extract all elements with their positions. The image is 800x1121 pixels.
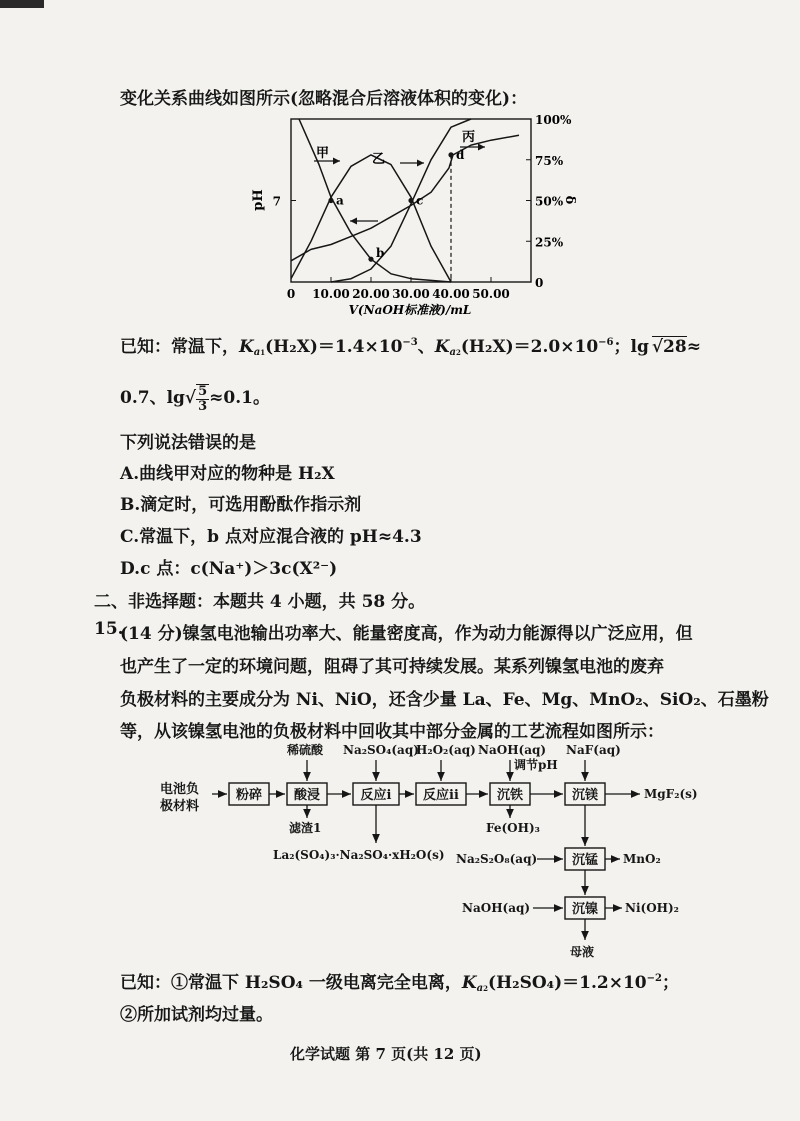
svg-text:沉铁: 沉铁 (496, 788, 524, 803)
point-b (368, 257, 373, 262)
svg-text:沉锰: 沉锰 (571, 853, 599, 868)
reagent-adjust-ph: 调节pH (514, 758, 558, 772)
series-label-jia: 甲 (316, 146, 330, 161)
output-mgf2: MgF₂(s) (644, 787, 698, 801)
label-arrow-head (333, 158, 340, 165)
x-tick-label: 20.00 (352, 287, 390, 301)
flow-start-2: 极材料 (160, 799, 200, 814)
q15-number: 15. (94, 619, 124, 639)
output-residue: 滤渣1 (289, 821, 322, 835)
x-axis-label: V(NaOH标准液)/mL (348, 303, 472, 317)
y-right-tick-label: 50% (535, 194, 564, 209)
x-tick-label: 30.00 (392, 287, 430, 301)
reagent-naoh-1: NaOH(aq) (478, 743, 547, 757)
y-left-axis-label: pH (251, 189, 266, 211)
series-label-bing: 丙 (462, 130, 476, 145)
output-la-salt: La₂(SO₄)₃·Na₂SO₄·xH₂O(s) (273, 848, 445, 862)
point-d (448, 152, 453, 157)
label-arrow-head (350, 218, 357, 225)
curve-乙 (291, 155, 451, 282)
page-footer: 化学试题 第 7 页(共 12 页) (290, 1045, 482, 1063)
known2-line-2: ②所加试剂均过量。 (120, 1005, 273, 1025)
q15-line-3: 负极材料的主要成分为 Ni、NiO，还含少量 La、Fe、Mg、MnO₂、SiO₂、石墨粉 (120, 690, 769, 710)
section-2-heading: 二、非选择题：本题共 4 小题，共 58 分。 (94, 592, 426, 612)
reagent-h2o2: H₂O₂(aq) (416, 743, 476, 757)
scan-corner-mark (0, 0, 44, 8)
svg-text:沉镁: 沉镁 (571, 788, 599, 803)
y-right-tick-label: 25% (535, 235, 564, 250)
reagent-naoh-2: NaOH(aq) (462, 901, 531, 915)
series-label-yi: 乙 (372, 152, 386, 167)
known-line-1: 已知：常温下，$K_{a1}(H_2X)=1.4\times 10^{-3}$、$K_{a2}(H_2X)=2.0\times 10^{-6}$；lg √28≈ (120, 337, 701, 358)
output-mno2: MnO₂ (623, 852, 661, 866)
reagent-na2s2o8: Na₂S₂O₈(aq) (456, 852, 538, 866)
option-d: D.c 点：c(Na⁺)＞3c(X²⁻) (120, 559, 338, 579)
flow-start-1: 电池负 (160, 782, 200, 797)
svg-text:反应ⅱ: 反应ⅱ (423, 788, 459, 803)
point-label-c: c (416, 193, 424, 208)
q15-line-2: 也产生了一定的环境问题，阻碍了其可持续发展。某系列镍氢电池的废弃 (120, 657, 664, 677)
question-prompt: 下列说法错误的是 (120, 433, 256, 453)
y-right-tick-label: 0 (535, 276, 544, 290)
svg-text:反应ⅰ: 反应ⅰ (360, 788, 392, 803)
y-right-tick-label: 75% (535, 153, 564, 168)
curve-丙 (331, 119, 471, 282)
label-arrow-head (417, 160, 424, 167)
intro-line: 变化关系曲线如图所示(忽略混合后溶液体积的变化)： (120, 89, 528, 109)
process-flow-diagram (0, 740, 800, 970)
y-right-axis-label: δ (562, 195, 577, 205)
q15-line-4: 等，从该镍氢电池的负极材料中回收其中部分金属的工艺流程如图所示： (120, 722, 664, 742)
output-feoh3: Fe(OH)₃ (486, 821, 540, 835)
known2-line-1: 已知：①常温下 H₂SO₄ 一级电离完全电离，$K_{a2}(H_2SO_4)=1.2\times 10^{-2}$； (120, 973, 679, 994)
point-label-d: d (456, 147, 465, 162)
reagent-na2so4: Na₂SO₄(aq) (343, 743, 419, 757)
output-mother-liquor: 母液 (570, 945, 595, 959)
point-label-a: a (336, 193, 344, 208)
x-tick-label: 40.00 (432, 287, 470, 301)
known-line-2: 0.7、lg√ $\frac{5}{3}$ ≈0.1。 (120, 383, 270, 414)
point-a (328, 198, 333, 203)
point-label-b: b (376, 246, 385, 261)
q15-line-1: (14 分)镍氢电池输出功率大、能量密度高，作为动力能源得以广泛应用，但 (120, 624, 693, 644)
y-left-tick-label: 7 (272, 194, 281, 209)
x-tick-label: 50.00 (472, 287, 510, 301)
svg-text:酸浸: 酸浸 (293, 788, 321, 803)
reagent-naf: NaF(aq) (566, 743, 621, 757)
x-tick-label: 0 (286, 287, 296, 301)
output-nioh2: Ni(OH)₂ (625, 901, 679, 915)
option-b: B.滴定时，可选用酚酞作指示剂 (120, 495, 362, 515)
option-c: C.常温下，b 点对应混合液的 pH≈4.3 (120, 527, 422, 547)
point-c (408, 198, 413, 203)
option-a: A.曲线甲对应的物种是 H₂X (120, 464, 335, 484)
y-right-tick-label: 100% (535, 113, 572, 127)
label-arrow-head (478, 144, 485, 151)
reagent-sulfuric: 稀硫酸 (287, 743, 324, 757)
svg-text:沉镍: 沉镍 (571, 902, 599, 917)
curve-甲 (299, 119, 451, 282)
x-tick-label: 10.00 (312, 287, 350, 301)
svg-text:粉碎: 粉碎 (235, 788, 263, 803)
